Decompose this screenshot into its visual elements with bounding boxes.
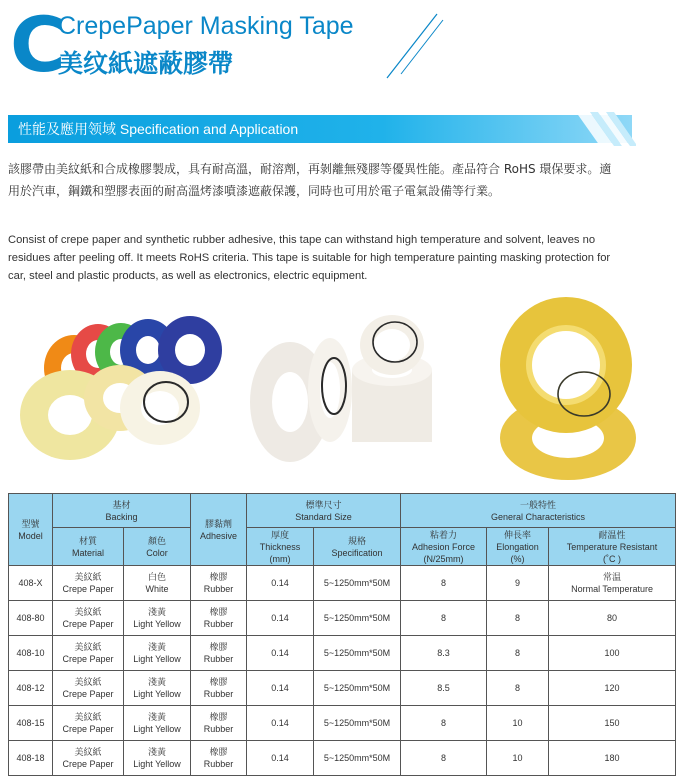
cell-adhesion: 8.3 bbox=[401, 636, 487, 671]
cell-material: 美紋紙 Crepe Paper bbox=[53, 741, 124, 776]
cell-elongation: 10 bbox=[487, 741, 549, 776]
cell-color: 淺黃 Light Yellow bbox=[124, 636, 191, 671]
cell-model: 408-15 bbox=[9, 706, 53, 741]
cell-temperature: 120 bbox=[549, 671, 676, 706]
cell-temperature: 180 bbox=[549, 741, 676, 776]
cell-material: 美紋紙 Crepe Paper bbox=[53, 566, 124, 601]
cell-temperature: 80 bbox=[549, 601, 676, 636]
header-material: 材質 Material bbox=[53, 528, 124, 566]
cell-temperature: 100 bbox=[549, 636, 676, 671]
cell-model: 408-80 bbox=[9, 601, 53, 636]
cell-specification: 5~1250mm*50M bbox=[314, 741, 401, 776]
table-row bbox=[9, 566, 676, 601]
description-zh-line: 用於汽車，鋼鐵和塑膠表面的耐高溫烤漆噴漆遮蔽保護，同時也可用於電子電氣設備等行業。 bbox=[8, 184, 501, 198]
header-temperature-resistant: 耐温性 Temperature Resistant (˚C ) bbox=[549, 528, 676, 566]
description-chinese bbox=[8, 158, 674, 202]
header-thickness: 厚度 Thickness (mm) bbox=[247, 528, 314, 566]
cell-adhesion: 8 bbox=[401, 706, 487, 741]
cell-specification: 5~1250mm*50M bbox=[314, 671, 401, 706]
cell-adhesive: 橡膠 Rubber bbox=[191, 741, 247, 776]
colored-tapes-photo bbox=[20, 316, 222, 460]
cell-model: 408-10 bbox=[9, 636, 53, 671]
cell-model: 408-18 bbox=[9, 741, 53, 776]
header-adhesive: 膠黏劑 Adhesive bbox=[191, 494, 247, 566]
cell-adhesive: 橡膠 Rubber bbox=[191, 706, 247, 741]
table-row bbox=[9, 741, 676, 776]
cell-material: 美紋紙 Crepe Paper bbox=[53, 706, 124, 741]
header-general-characteristics: 一般特性 General Characteristics bbox=[401, 494, 676, 528]
header-color: 顏色 Color bbox=[124, 528, 191, 566]
cell-material: 美紋紙 Crepe Paper bbox=[53, 636, 124, 671]
cell-model: 408-12 bbox=[9, 671, 53, 706]
cell-specification: 5~1250mm*50M bbox=[314, 706, 401, 741]
logo-letter: C bbox=[10, 0, 64, 89]
description-en-line: residues after peeling off. It meets RoHS criteria. This tape is suitable for high temperature painting masking protection for bbox=[8, 252, 611, 264]
cell-thickness: 0.14 bbox=[247, 741, 314, 776]
table-row bbox=[9, 671, 676, 706]
table-row bbox=[9, 706, 676, 741]
cell-adhesive: 橡膠 Rubber bbox=[191, 671, 247, 706]
product-photos bbox=[0, 290, 683, 485]
cell-elongation: 8 bbox=[487, 601, 549, 636]
header-standard-size: 標準尺寸 Standard Size bbox=[247, 494, 401, 528]
header-model: 型號 Model bbox=[9, 494, 53, 566]
table-row bbox=[9, 601, 676, 636]
header-elongation: 伸長率 Elongation (%) bbox=[487, 528, 549, 566]
cell-elongation: 10 bbox=[487, 706, 549, 741]
cell-temperature: 常温 Normal Temperature bbox=[549, 566, 676, 601]
cell-elongation: 9 bbox=[487, 566, 549, 601]
description-en-line: Consist of crepe paper and synthetic rubber adhesive, this tape can withstand high temperature and solvent, leaves no bbox=[8, 234, 596, 246]
cell-specification: 5~1250mm*50M bbox=[314, 601, 401, 636]
cell-color: 淺黃 Light Yellow bbox=[124, 741, 191, 776]
description-en-line: car, steel and plastic products, as well as electronics, electric equipment. bbox=[8, 270, 368, 282]
cell-adhesion: 8 bbox=[401, 601, 487, 636]
cell-temperature: 150 bbox=[549, 706, 676, 741]
cell-specification: 5~1250mm*50M bbox=[314, 636, 401, 671]
cell-adhesive: 橡膠 Rubber bbox=[191, 636, 247, 671]
cell-thickness: 0.14 bbox=[247, 601, 314, 636]
cell-adhesion: 8 bbox=[401, 741, 487, 776]
cell-color: 淺黃 Light Yellow bbox=[124, 601, 191, 636]
cell-thickness: 0.14 bbox=[247, 636, 314, 671]
cell-adhesive: 橡膠 Rubber bbox=[191, 566, 247, 601]
header-backing: 基材 Backing bbox=[53, 494, 191, 528]
header-adhesion-force: 粘着力 Adhesion Force (N/25mm) bbox=[401, 528, 487, 566]
cell-thickness: 0.14 bbox=[247, 566, 314, 601]
cell-adhesion: 8.5 bbox=[401, 671, 487, 706]
cell-specification: 5~1250mm*50M bbox=[314, 566, 401, 601]
title-chinese: 美纹紙遮蔽膠帶 bbox=[58, 49, 234, 78]
header-specification: 規格 Specification bbox=[314, 528, 401, 566]
cell-adhesion: 8 bbox=[401, 566, 487, 601]
cell-material: 美紋紙 Crepe Paper bbox=[53, 601, 124, 636]
specification-table bbox=[8, 493, 676, 776]
cell-elongation: 8 bbox=[487, 671, 549, 706]
description-english bbox=[8, 231, 674, 285]
table-row bbox=[9, 636, 676, 671]
cell-elongation: 8 bbox=[487, 636, 549, 671]
cell-color: 淺黃 Light Yellow bbox=[124, 671, 191, 706]
description-zh-line: 該膠帶由美紋紙和合成橡膠製成，具有耐高溫，耐溶劑，再剝離無殘膠等優異性能。產品符合 RoHS 環保要求。適 bbox=[8, 162, 612, 176]
cell-material: 美紋紙 Crepe Paper bbox=[53, 671, 124, 706]
section-title: 性能及應用领域 Specification and Application bbox=[18, 121, 299, 137]
cell-adhesive: 橡膠 Rubber bbox=[191, 601, 247, 636]
cell-color: 白色 White bbox=[124, 566, 191, 601]
cell-thickness: 0.14 bbox=[247, 706, 314, 741]
decorative-lines-icon bbox=[385, 12, 445, 80]
cell-model: 408-X bbox=[9, 566, 53, 601]
page-header bbox=[0, 0, 683, 90]
white-tapes-photo bbox=[250, 315, 432, 462]
cell-thickness: 0.14 bbox=[247, 671, 314, 706]
yellow-tapes-photo bbox=[500, 297, 636, 480]
cell-color: 淺黃 Light Yellow bbox=[124, 706, 191, 741]
stripes-decoration-icon bbox=[576, 112, 636, 146]
title-english: CrepePaper Masking Tape bbox=[58, 12, 354, 40]
